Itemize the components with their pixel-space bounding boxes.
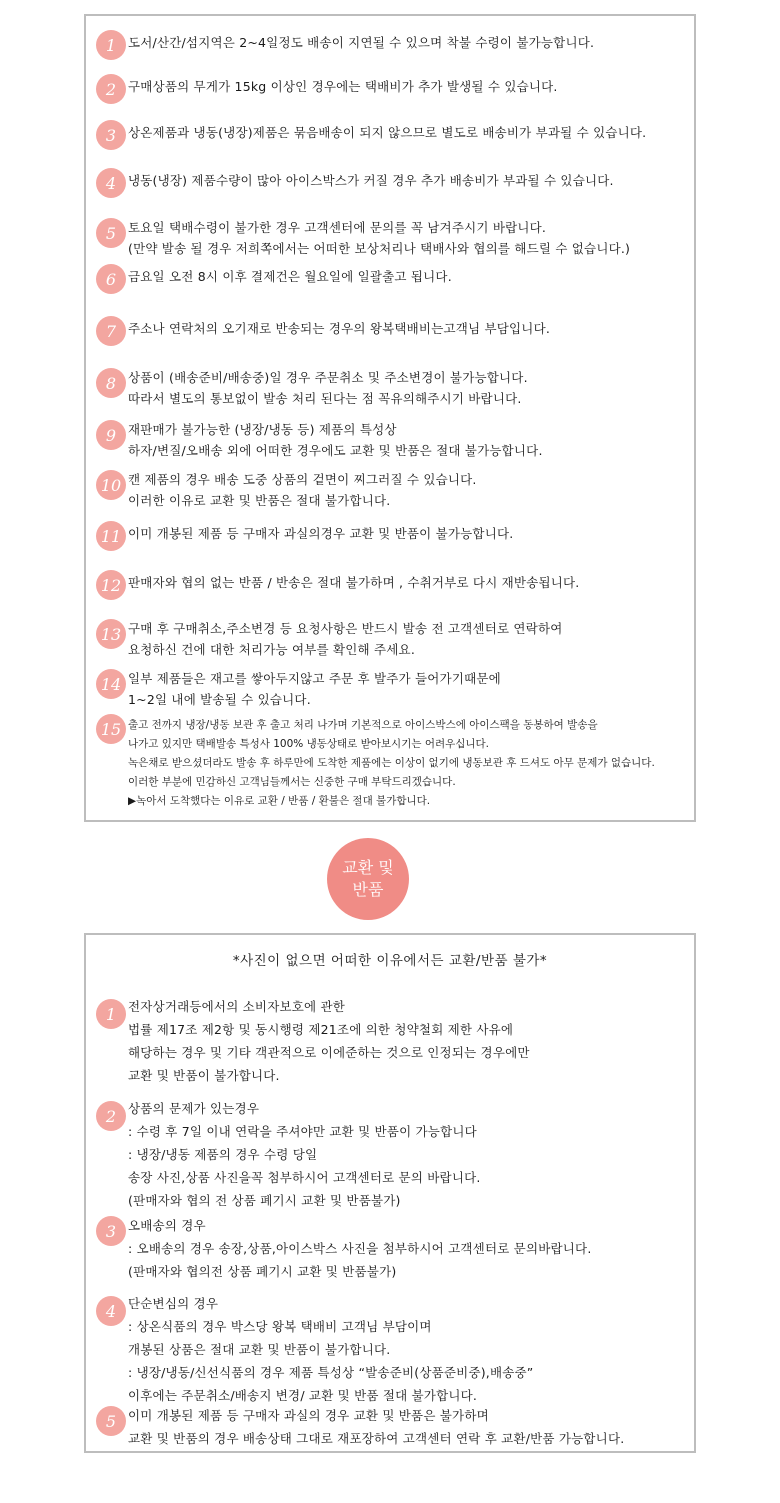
note-text: ▶녹아서 도착했다는 이유로 교환 / 반품 / 환불은 절대 불가합니다. bbox=[128, 795, 431, 807]
note-text: 일부 제품들은 재고를 쌓아두지않고 주문 후 발주가 들어가기때문에 bbox=[128, 671, 501, 686]
note-text: 구매상품의 무게가 15kg 이상인 경우에는 택배비가 추가 발생될 수 있습니다. bbox=[128, 79, 558, 94]
note-text: 녹은채로 받으셨더라도 발송 후 하루만에 도착한 제품에는 이상이 없기에 냉동보관 후 드셔도 아무 문제가 없습니다. bbox=[128, 757, 655, 769]
note-text: 이러한 이유로 교환 및 반품은 절대 불가합니다. bbox=[128, 493, 391, 508]
note-text: 상품이 (배송준비/배송중)일 경우 주문취소 및 주소변경이 불가능합니다. bbox=[128, 370, 528, 385]
note-text: 이후에는 주문취소/배송지 변경/ 교환 및 반품 절대 불가합니다. bbox=[128, 1388, 478, 1403]
note-number-badge: 4 bbox=[96, 1296, 126, 1326]
note-text: (판매자와 협의전 상품 폐기시 교환 및 반품불가) bbox=[128, 1264, 397, 1279]
shipping-notice-box bbox=[84, 14, 696, 822]
note-number-badge: 1 bbox=[96, 999, 126, 1029]
note-text: 송장 사진,상품 사진을꼭 첨부하시어 고객센터로 문의 바랍니다. bbox=[128, 1170, 481, 1185]
note-text: 이미 개봉된 제품 등 구매자 과실의 경우 교환 및 반품은 불가하며 bbox=[128, 1408, 489, 1423]
note-text: 하자/변질/오배송 외에 어떠한 경우에도 교환 및 반품은 절대 불가능합니다. bbox=[128, 443, 543, 458]
note-text: 단순변심의 경우 bbox=[128, 1296, 219, 1311]
note-text: : 수령 후 7일 이내 연락을 주셔야만 교환 및 반품이 가능합니다 bbox=[128, 1124, 477, 1139]
note-text: 냉동(냉장) 제품수량이 많아 아이스박스가 커질 경우 추가 배송비가 부과될 수 있습니다. bbox=[128, 173, 614, 188]
note-text: 해당하는 경우 및 기타 객관적으로 이에준하는 것으로 인정되는 경우에만 bbox=[128, 1045, 530, 1060]
note-number-badge: 9 bbox=[96, 420, 126, 450]
note-text: 재판매가 불가능한 (냉장/냉동 등) 제품의 특성상 bbox=[128, 422, 397, 437]
note-number-badge: 1 bbox=[96, 30, 126, 60]
note-text: 이미 개봉된 제품 등 구매자 과실의경우 교환 및 반품이 불가능합니다. bbox=[128, 526, 514, 541]
note-text: 판매자와 협의 없는 반품 / 반송은 절대 불가하며 , 수취거부로 다시 재반송됩니다. bbox=[128, 575, 580, 590]
note-text: : 오배송의 경우 송장,상품,아이스박스 사진을 첨부하시어 고객센터로 문의바랍니다. bbox=[128, 1241, 592, 1256]
note-text: 이러한 부분에 민감하신 고객님들께서는 신중한 구매 부탁드리겠습니다. bbox=[128, 776, 456, 788]
note-number-badge: 3 bbox=[96, 1216, 126, 1246]
note-number-badge: 5 bbox=[96, 1406, 126, 1436]
note-text: 나가고 있지만 택배발송 특성사 100% 냉동상태로 받아보시기는 어려우십니다. bbox=[128, 738, 490, 750]
note-text: 오배송의 경우 bbox=[128, 1218, 206, 1233]
note-text: 상품의 문제가 있는경우 bbox=[128, 1101, 260, 1116]
note-text: 구매 후 구매취소,주소변경 등 요청사항은 반드시 발송 전 고객센터로 연락하여 bbox=[128, 621, 563, 636]
note-number-badge: 14 bbox=[96, 669, 126, 699]
badge-line-1: 교환 및 bbox=[342, 858, 394, 877]
exchange-return-badge bbox=[327, 838, 409, 920]
note-number-badge: 3 bbox=[96, 120, 126, 150]
note-number-badge: 6 bbox=[96, 264, 126, 294]
note-number-badge: 4 bbox=[96, 168, 126, 198]
note-number-badge: 2 bbox=[96, 74, 126, 104]
note-text: 요청하신 건에 대한 처리가능 여부를 확인해 주세요. bbox=[128, 642, 415, 657]
note-text: 출고 전까지 냉장/냉동 보관 후 출고 처리 나가며 기본적으로 아이스박스에 아이스팩을 동봉하여 발송을 bbox=[128, 719, 598, 731]
note-text: 도서/산간/섬지역은 2~4일정도 배송이 지연될 수 있으며 착불 수령이 불가능합니다. bbox=[128, 35, 595, 50]
exchange-policy-box bbox=[84, 933, 696, 1453]
note-text: 토요일 택배수령이 불가한 경우 고객센터에 문의를 꼭 남겨주시기 바랍니다. bbox=[128, 220, 547, 235]
note-text: 금요일 오전 8시 이후 결제건은 월요일에 일괄출고 됩니다. bbox=[128, 269, 452, 284]
note-number-badge: 5 bbox=[96, 218, 126, 248]
note-number-badge: 7 bbox=[96, 316, 126, 346]
note-number-badge: 10 bbox=[96, 470, 126, 500]
note-text: 전자상거래등에서의 소비자보호에 관한 bbox=[128, 999, 346, 1014]
note-text: 캔 제품의 경우 배송 도중 상품의 겉면이 찌그러질 수 있습니다. bbox=[128, 472, 477, 487]
note-text: 주소나 연락처의 오기재로 반송되는 경우의 왕복택배비는고객님 부담입니다. bbox=[128, 321, 551, 336]
note-number-badge: 8 bbox=[96, 368, 126, 398]
note-text: : 냉장/냉동/신선식품의 경우 제품 특성상 “발송준비(상품준비중),배송중” bbox=[128, 1365, 534, 1380]
note-text: : 냉장/냉동 제품의 경우 수령 당일 bbox=[128, 1147, 318, 1162]
note-text: (판매자와 협의 전 상품 폐기시 교환 및 반품불가) bbox=[128, 1193, 401, 1208]
note-text: 1~2일 내에 발송될 수 있습니다. bbox=[128, 692, 311, 707]
note-number-badge: 11 bbox=[96, 521, 126, 551]
note-text: 교환 및 반품이 불가합니다. bbox=[128, 1068, 280, 1083]
note-text: 따라서 별도의 통보없이 발송 처리 된다는 점 꼭유의해주시기 바랍니다. bbox=[128, 391, 522, 406]
note-number-badge: 12 bbox=[96, 570, 126, 600]
note-text: 법률 제17조 제2항 및 동시행령 제21조에 의한 청약철회 제한 사유에 bbox=[128, 1022, 514, 1037]
note-text: 상온제품과 냉동(냉장)제품은 묶음배송이 되지 않으므로 별도로 배송비가 부과될 수 있습니다. bbox=[128, 125, 647, 140]
note-text: 개봉된 상품은 절대 교환 및 반품이 불가합니다. bbox=[128, 1342, 391, 1357]
note-number-badge: 2 bbox=[96, 1101, 126, 1131]
note-text: : 상온식품의 경우 박스당 왕복 택배비 고객님 부담이며 bbox=[128, 1319, 432, 1334]
note-text: 교환 및 반품의 경우 배송상태 그대로 재포장하여 고객센터 연락 후 교환/반품 가능합니다. bbox=[128, 1431, 625, 1446]
note-text: (만약 발송 될 경우 저희쪽에서는 어떠한 보상처리나 택배사와 협의를 해드릴 수 없습니다.) bbox=[128, 241, 631, 256]
note-number-badge: 15 bbox=[96, 714, 126, 744]
badge-line-2: 반품 bbox=[352, 880, 384, 899]
note-number-badge: 13 bbox=[96, 619, 126, 649]
exchange-policy-title: *사진이 없으면 어떠한 이유에서든 교환/반품 불가* bbox=[232, 953, 548, 969]
